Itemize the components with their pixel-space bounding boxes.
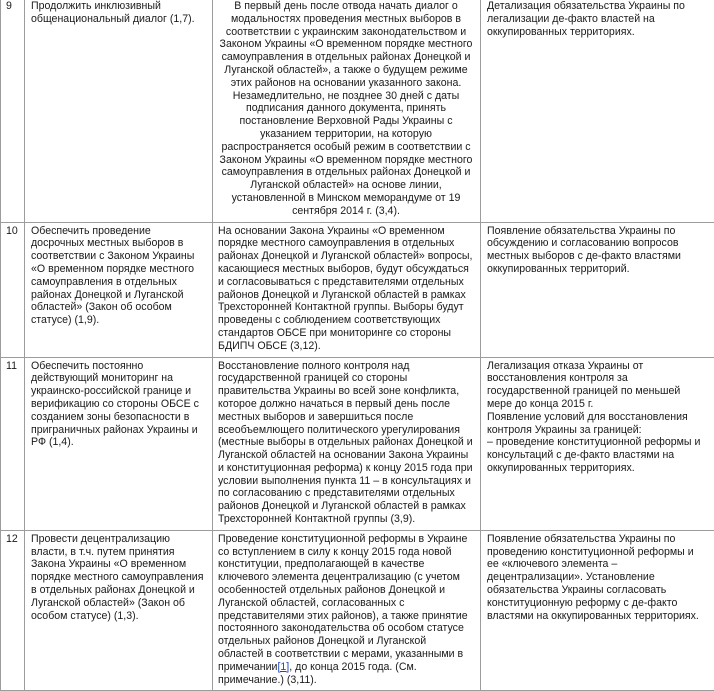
minsk2-clause: Восстановление полного контроля над государственной границей со стороны правительства Украины во всей зоне конфликта, которое должно начаться в первый день после местных выборов и завершиться после всеобъемлющего политического урегулирования (местные выборы в отдельных районах Донецкой и Луганской областей на основании Закона Украины и конституционная реформа) к концу 2015 года при условии выполнения пункта 11 – в консультациях и по согласованию с представителями отдельных районов Донецкой и Луганской областей в рамках Трехсторонней Контактной группы (3,9). xyxy=(213,357,481,530)
row-number: 10 xyxy=(1,222,25,357)
row-number: 9 xyxy=(1,0,25,222)
minsk1-clause: Продолжить инклюзивный общенациональный диалог (1,7). xyxy=(25,0,213,222)
minsk2-clause: В первый день после отвода начать диалог о модальностях проведения местных выборов в соответствии с украинским законодательством и Законом Украины «О временном порядке местного самоуправления в отдельных районах Донецкой и Луганской областей», а также о будущем режиме этих районов на основании указанного закона. Незамедлительно, не позднее 30 дней с даты подписания данного документа, принять постановление Верховной Рады Украины с указанием территории, на которую распространяется особый режим в соответствии с Законом Украины «О временном порядке местного самоуправления в отдельных районах Донецкой и Луганской областей» на основе линии, установленной в Минском меморандуме от 19 сентября 2014 г. (3,4). xyxy=(213,0,481,222)
footnote-link[interactable]: [1] xyxy=(277,661,289,673)
comment-paragraph: – проведение конституционной реформы и консультаций с де-факто властями на оккупированных территориях. xyxy=(487,436,708,474)
minsk2-clause: На основании Закона Украины «О временном порядке местного самоуправления в отдельных районах Донецкой и Луганской областей» вопросы, касающиеся местных выборов, будут обсуждаться и согласовываться с представителями отдельных районов Донецкой и Луганской областей в рамках Трехсторонней Контактной группы. Выборы будут проведены с соблюдением соответствующих стандартов ОБСЕ при мониторинге со стороны БДИПЧ ОБСЕ (3,12). xyxy=(213,222,481,357)
minsk1-clause: Обеспечить постоянно действующий мониторинг на украинско-российской границе и верификацию со стороны ОБСЕ с созданием зоны безопасности в приграничных районах Украины и РФ (1,4). xyxy=(25,357,213,530)
minsk1-clause: Провести децентрализацию власти, в т.ч. путем принятия Закона Украины «О временном порядке местного самоуправления в отдельных районах Донецкой и Луганской областей» (Закон об особом статусе) (1,3). xyxy=(25,530,213,691)
row-number: 11 xyxy=(1,357,25,530)
analysis-comment: Появление обязательства Украины по обсуждению и согласованию вопросов местных выборов с де-факто властями оккупированных территорий. xyxy=(481,222,714,357)
analysis-comment: Появление обязательства Украины по проведению конституционной реформы и ее «ключевого элемента – децентрализации». Установление обязательства Украины согласовать конституционную реформу с де-факто властями на оккупированных территориях. xyxy=(481,530,714,691)
minsk1-clause: Обеспечить проведение досрочных местных выборов в соответствии с Законом Украины «О временном порядке местного самоуправления в отдельных районах Донецкой и Луганской областей» (Закон об особом статусе) (1,9). xyxy=(25,222,213,357)
minsk2-clause xyxy=(213,530,481,691)
clause-text: Проведение конституционной реформы в Украине со вступлением в силу к концу 2015 года новой конституции, предполагающей в качестве ключевого элемента децентрализацию (с учетом особенностей отдельных районов Донецкой и Луганской областей, согласованных с представителями этих районов), а также принятие постоянного законодательства об особом статусе отдельных районов Донецкой и Луганской областей в соответствии с мерами, указанными в примечании xyxy=(218,533,468,673)
table-row xyxy=(1,222,714,357)
clause-text-tail: , до конца 2015 года. (См. примечание.) (3,11). xyxy=(218,661,417,686)
table-row xyxy=(1,0,714,222)
analysis-comment: Детализация обязательства Украины по легализации де-факто властей на оккупированных территориях. xyxy=(481,0,714,222)
row-number: 12 xyxy=(1,530,25,691)
analysis-comment xyxy=(481,357,714,530)
table-row xyxy=(1,357,714,530)
comment-paragraph: Легализация отказа Украины от восстановления контроля за государственной границей по меньшей мере до конца 2015 г. xyxy=(487,360,708,411)
comment-paragraph: Появление условий для восстановления контроля Украины за границей: xyxy=(487,411,708,437)
table-row xyxy=(1,530,714,691)
